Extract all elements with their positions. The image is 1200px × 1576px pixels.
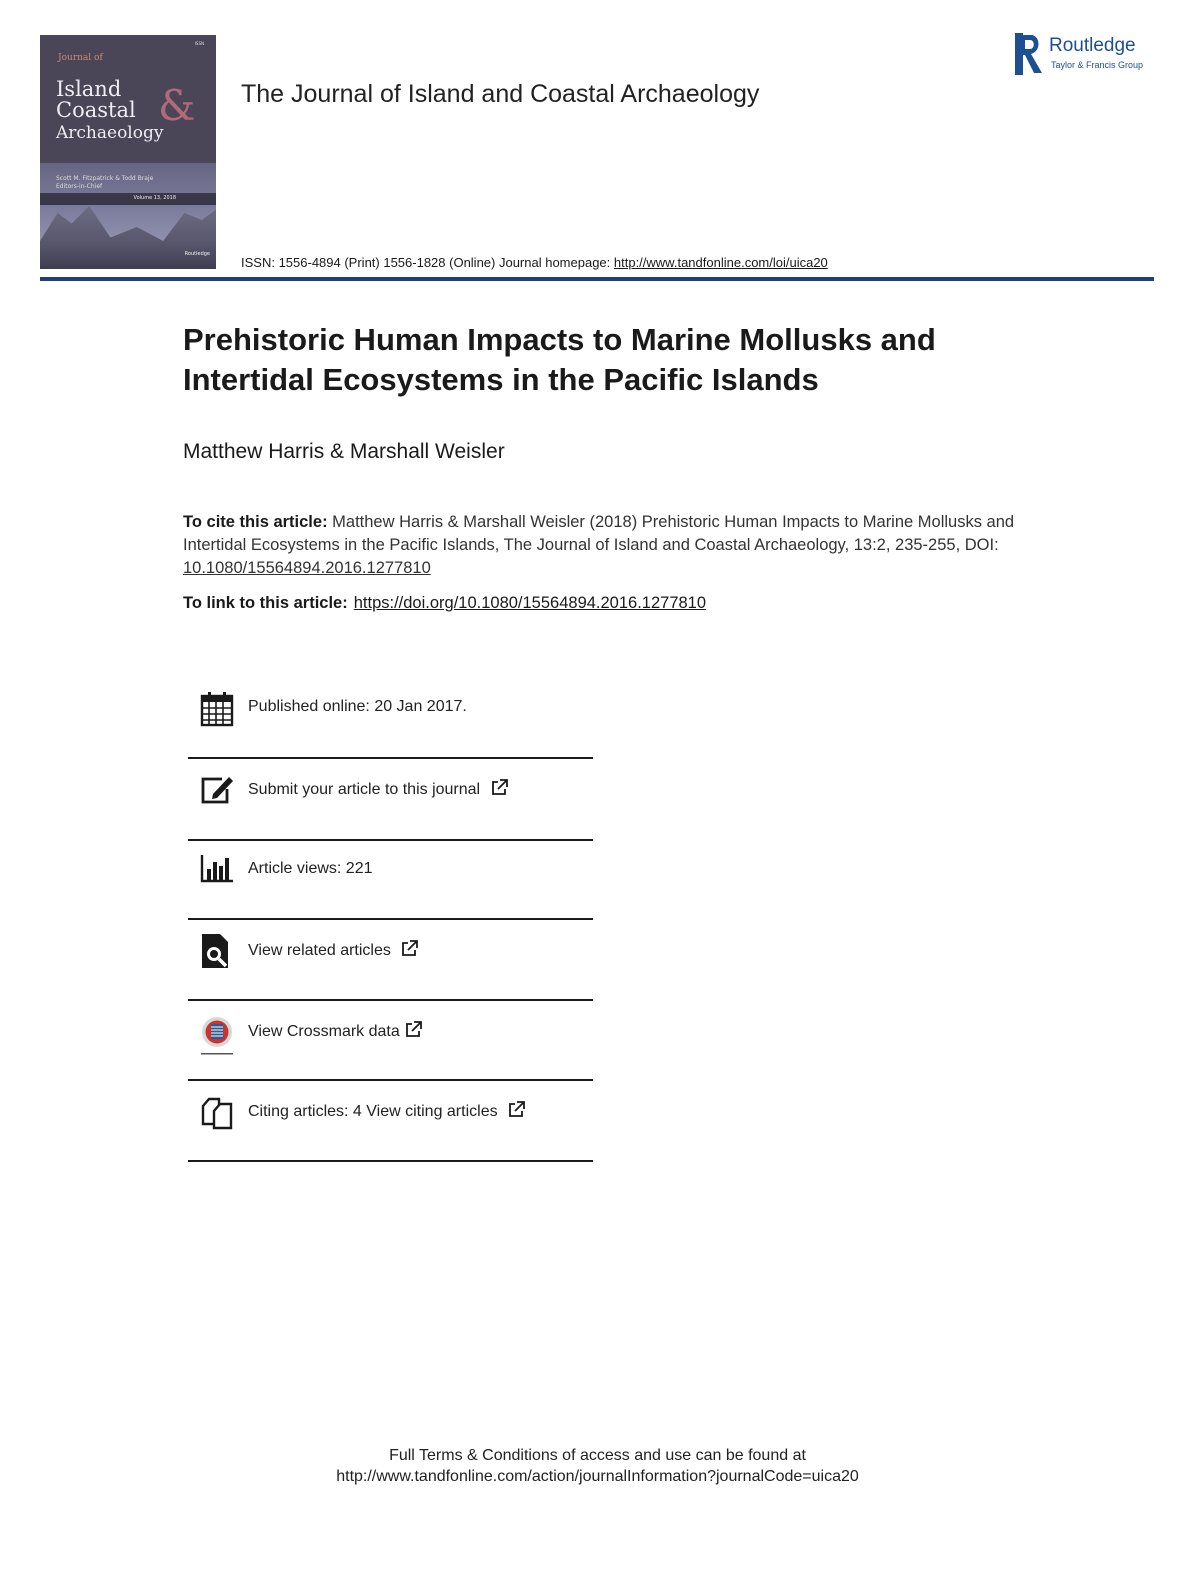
submit-article-link[interactable]: Submit your article to this journal [248, 781, 481, 798]
cover-volume: Volume 13, 2018 [133, 195, 176, 201]
cite-doi-link[interactable]: 10.1080/15564894.2016.1277810 [183, 559, 431, 577]
cover-title-line: Archaeology [56, 123, 164, 143]
publisher-subtitle: Taylor & Francis Group [1051, 60, 1144, 70]
publisher-logo [1015, 33, 1160, 75]
article-title: Prehistoric Human Impacts to Marine Mollusks and Intertidal Ecosystems in the Pacific Islands [183, 322, 936, 397]
calendar-icon [200, 691, 234, 727]
related-articles-item[interactable] [188, 933, 593, 993]
footer-terms-link[interactable]: http://www.tandfonline.com/action/journalInformation?journalCode=uica20 [336, 1468, 859, 1485]
issn-line [241, 255, 828, 270]
view-citing-articles-link[interactable]: View citing articles [361, 1103, 498, 1120]
published-online-item [188, 691, 593, 751]
edit-icon [200, 772, 234, 808]
footer-terms-text: Full Terms & Conditions of access and use can be found at [389, 1447, 806, 1464]
external-link-icon [401, 940, 418, 957]
citing-articles-item[interactable] [188, 1094, 593, 1154]
submit-article-item[interactable] [188, 772, 593, 832]
external-link-icon [508, 1101, 525, 1118]
published-online-text: Published online: 20 Jan 2017. [248, 698, 467, 715]
cover-title-line: Island [56, 77, 122, 101]
journal-title: The Journal of Island and Coastal Archaeology [241, 80, 760, 108]
routledge-r-icon [1015, 33, 1043, 75]
citing-articles-count: 4 [352, 1103, 362, 1120]
journal-cover-image: ISSN Journal of Island Coastal & Archaeology Scott M. Fitzpatrick & Todd Braje Editors-in-Chief Volume 13, 2018 Routledge [40, 35, 216, 269]
crossmark-icon [200, 1014, 234, 1056]
external-link-icon [491, 779, 508, 796]
cover-editor-role: Editors-in-Chief [56, 183, 103, 190]
citation-block [183, 511, 1043, 580]
publisher-name: Routledge [1049, 35, 1136, 56]
divider [188, 1079, 593, 1081]
article-authors: Matthew Harris & Marshall Weisler [183, 440, 505, 463]
cover-kicker: Journal of [58, 53, 103, 63]
issn-text: ISSN: 1556-4894 (Print) 1556-1828 (Online) Journal homepage: [241, 255, 614, 270]
cover-landscape [40, 199, 216, 269]
divider [188, 918, 593, 920]
document-search-icon [200, 933, 234, 969]
link-label: To link to this article: [183, 594, 348, 612]
cover-editors: Scott M. Fitzpatrick & Todd Braje [56, 175, 154, 182]
footer [0, 1445, 1195, 1487]
article-link-block [183, 594, 706, 613]
cover-title-line: Coastal [56, 98, 136, 122]
cite-label: To cite this article: [183, 513, 328, 531]
article-doi-link[interactable]: https://doi.org/10.1080/15564894.2016.1277810 [353, 594, 707, 612]
external-link-icon [405, 1021, 422, 1038]
citing-articles-label: Citing articles: [248, 1103, 353, 1120]
related-articles-link[interactable]: View related articles [248, 942, 391, 959]
crossmark-item[interactable] [188, 1014, 593, 1074]
header-divider [40, 277, 1154, 281]
article-views-item [188, 853, 593, 913]
citing-articles-icon [200, 1094, 234, 1130]
cite-text: Matthew Harris & Marshall Weisler (2018) Prehistoric Human Impacts to Marine Mollusks and Intertidal Ecosystems in the Pacific Islands, The Journal of Island and Coastal Archaeology, 13:2, 235-255, DOI: [183, 513, 1015, 554]
divider [188, 757, 593, 759]
divider [188, 999, 593, 1001]
cover-ampersand: & [158, 81, 196, 130]
cover-publisher: Routledge [184, 251, 210, 257]
article-views-text: Article views: 221 [248, 860, 373, 877]
divider [188, 1160, 593, 1162]
crossmark-link[interactable]: View Crossmark data [248, 1023, 400, 1040]
journal-homepage-link[interactable]: http://www.tandfonline.com/loi/uica20 [613, 255, 828, 270]
divider [188, 839, 593, 841]
bar-chart-icon [200, 853, 234, 889]
